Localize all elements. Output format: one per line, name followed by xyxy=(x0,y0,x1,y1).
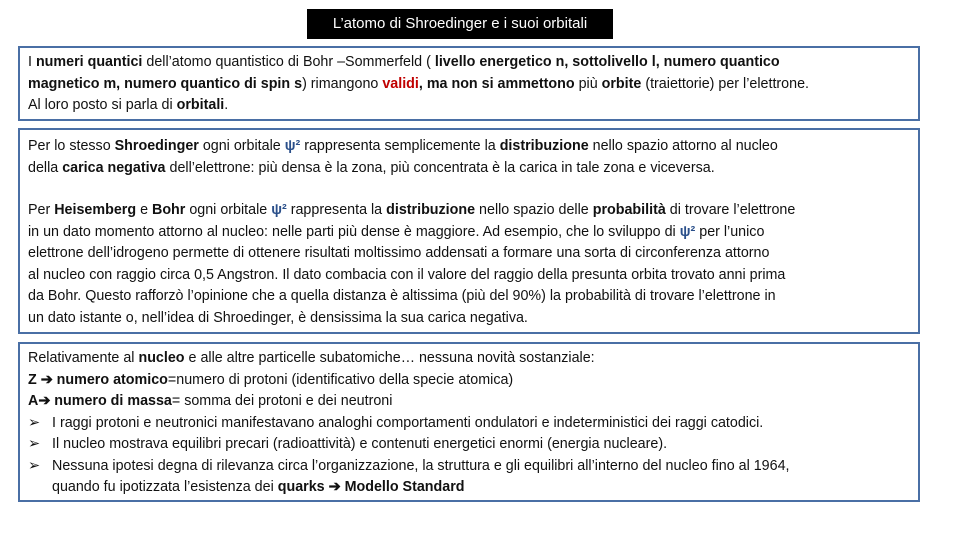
box3-line-atomic-number xyxy=(28,370,918,392)
text: dell’atomo quantistico di Bohr –Sommerfeld ( xyxy=(142,54,435,70)
text: Per xyxy=(28,202,55,218)
text: rappresenta semplicemente la xyxy=(300,138,500,154)
bold-text: numero di massa xyxy=(50,393,172,409)
bullet-text: Nessuna ipotesi degna di rilevanza circa l’organizzazione, la struttura e gli equilibri all’interno del nucleo fino al 1964, xyxy=(52,457,790,474)
arrow-icon: ➔ xyxy=(328,479,341,495)
bullet-continuation xyxy=(28,477,918,499)
text: I xyxy=(28,54,36,70)
bold-text: livello energetico n, sottolivello l, numero quantico xyxy=(434,54,780,70)
text: della xyxy=(28,159,63,176)
text: nello spazio attorno al nucleo xyxy=(588,138,778,154)
text: =numero di protoni (identificativo della specie atomica) xyxy=(167,371,514,388)
bold-text: A xyxy=(28,393,39,409)
text: in un dato momento attorno al nucleo: nelle parti più dense è maggiore. Ad esempio, che lo sviluppo di xyxy=(28,223,680,240)
paragraph-gap xyxy=(28,179,918,200)
text: ogni orbitale xyxy=(198,138,285,154)
text: di trovare l’elettrone xyxy=(665,202,796,218)
bullet-arrow-icon: ➢ xyxy=(28,436,40,452)
text: (traiettorie) per l’elettrone. xyxy=(641,75,810,92)
box1-line-1 xyxy=(28,52,918,74)
text: nello spazio delle xyxy=(475,202,593,218)
text: quando fu ipotizzata l’esistenza dei xyxy=(52,479,278,495)
bullet-arrow-icon: ➢ xyxy=(28,414,40,431)
text: per l’unico xyxy=(695,223,765,240)
bold-text: probabilità xyxy=(592,202,666,218)
bold-text: orbite xyxy=(601,75,642,92)
text: Relativamente al xyxy=(28,350,139,366)
bold-text: orbitali xyxy=(176,97,225,113)
box3-line-1 xyxy=(28,348,918,370)
bold-text: carica negativa xyxy=(62,159,166,176)
text: Per lo stesso xyxy=(28,138,115,154)
psi-symbol: ψ² xyxy=(284,138,301,154)
box2-p2-line-1 xyxy=(28,200,918,222)
bold-text: distribuzione xyxy=(499,138,589,154)
psi-symbol: ψ² xyxy=(271,202,287,218)
box1-line-3 xyxy=(28,95,918,117)
highlight-text: validi xyxy=(382,75,419,92)
nucleus-box xyxy=(18,342,920,502)
box2-p2-line-5: da Bohr. Questo rafforzò l’opinione che a quella distanza è altissima (più del 90%) la probabilità di trovare l’elettrone in xyxy=(28,288,776,304)
text: rappresenta la xyxy=(286,202,387,218)
bold-text: Z xyxy=(28,371,41,388)
arrow-icon: ➔ xyxy=(38,393,51,409)
text: = somma dei protoni e dei neutroni xyxy=(171,393,393,409)
box2-p2-line-6: un dato istante o, nell’idea di Shroedinger, è densissima la sua carica negativa. xyxy=(28,309,528,326)
box2-p2-line-2 xyxy=(28,222,918,244)
box3-line-mass-number xyxy=(28,391,918,413)
bullet-item xyxy=(28,413,918,435)
slide-title: L’atomo di Shroedinger e i suoi orbitali xyxy=(307,9,613,39)
box2-p1-line-2 xyxy=(28,158,918,180)
bold-text: nucleo xyxy=(138,350,185,366)
bullet-text: I raggi protoni e neutronici manifestavano analoghi comportamenti ondulatori e indeterministici dei raggi catodici. xyxy=(52,414,764,431)
bold-text: quarks xyxy=(277,479,325,495)
bold-text: magnetico m, numero quantico di spin s xyxy=(28,75,303,92)
text: . xyxy=(224,97,229,113)
text: ogni orbitale xyxy=(185,202,272,218)
text: Al loro posto si parla di xyxy=(28,97,177,113)
text: e xyxy=(136,202,152,218)
box2-p1-line-1 xyxy=(28,136,918,158)
bullet-item xyxy=(28,456,918,478)
bold-text: Heisemberg xyxy=(54,202,137,218)
bold-text: Modello Standard xyxy=(340,479,465,495)
text: dell’elettrone: più densa è la zona, più concentrata è la carica in tale zona e viceversa. xyxy=(165,159,715,176)
bold-text: , ma non si ammettono xyxy=(418,75,575,92)
text: più xyxy=(574,75,602,92)
bold-text: Shroedinger xyxy=(114,138,199,154)
bold-text: distribuzione xyxy=(386,202,476,218)
bullet-item xyxy=(28,434,918,456)
arrow-icon: ➔ xyxy=(40,371,53,388)
text: ) rimangono xyxy=(302,75,383,92)
psi-symbol: ψ² xyxy=(679,223,696,240)
orbital-interpretation-box xyxy=(18,128,920,334)
bullet-text: Il nucleo mostrava equilibri precari (radioattività) e contenuti energetici enormi (energia nucleare). xyxy=(52,436,668,452)
quantum-numbers-box xyxy=(18,46,920,121)
box2-p2-line-4: al nucleo con raggio circa 0,5 Angstron. Il dato combacia con il valore del raggio della presunta orbita trovato anni prima xyxy=(28,266,786,283)
text: e alle altre particelle subatomiche… nessuna novità sostanziale: xyxy=(184,350,595,366)
bold-text: Bohr xyxy=(152,202,186,218)
bold-text: numero atomico xyxy=(52,371,168,388)
bold-text: numeri quantici xyxy=(35,54,143,70)
bullet-arrow-icon: ➢ xyxy=(28,457,40,474)
box1-line-2 xyxy=(28,74,918,96)
box2-p2-line-3: elettrone dell’idrogeno permette di ottenere risultati moltissimo addensati a formare una sorta di circonferenza attorno xyxy=(28,245,770,261)
